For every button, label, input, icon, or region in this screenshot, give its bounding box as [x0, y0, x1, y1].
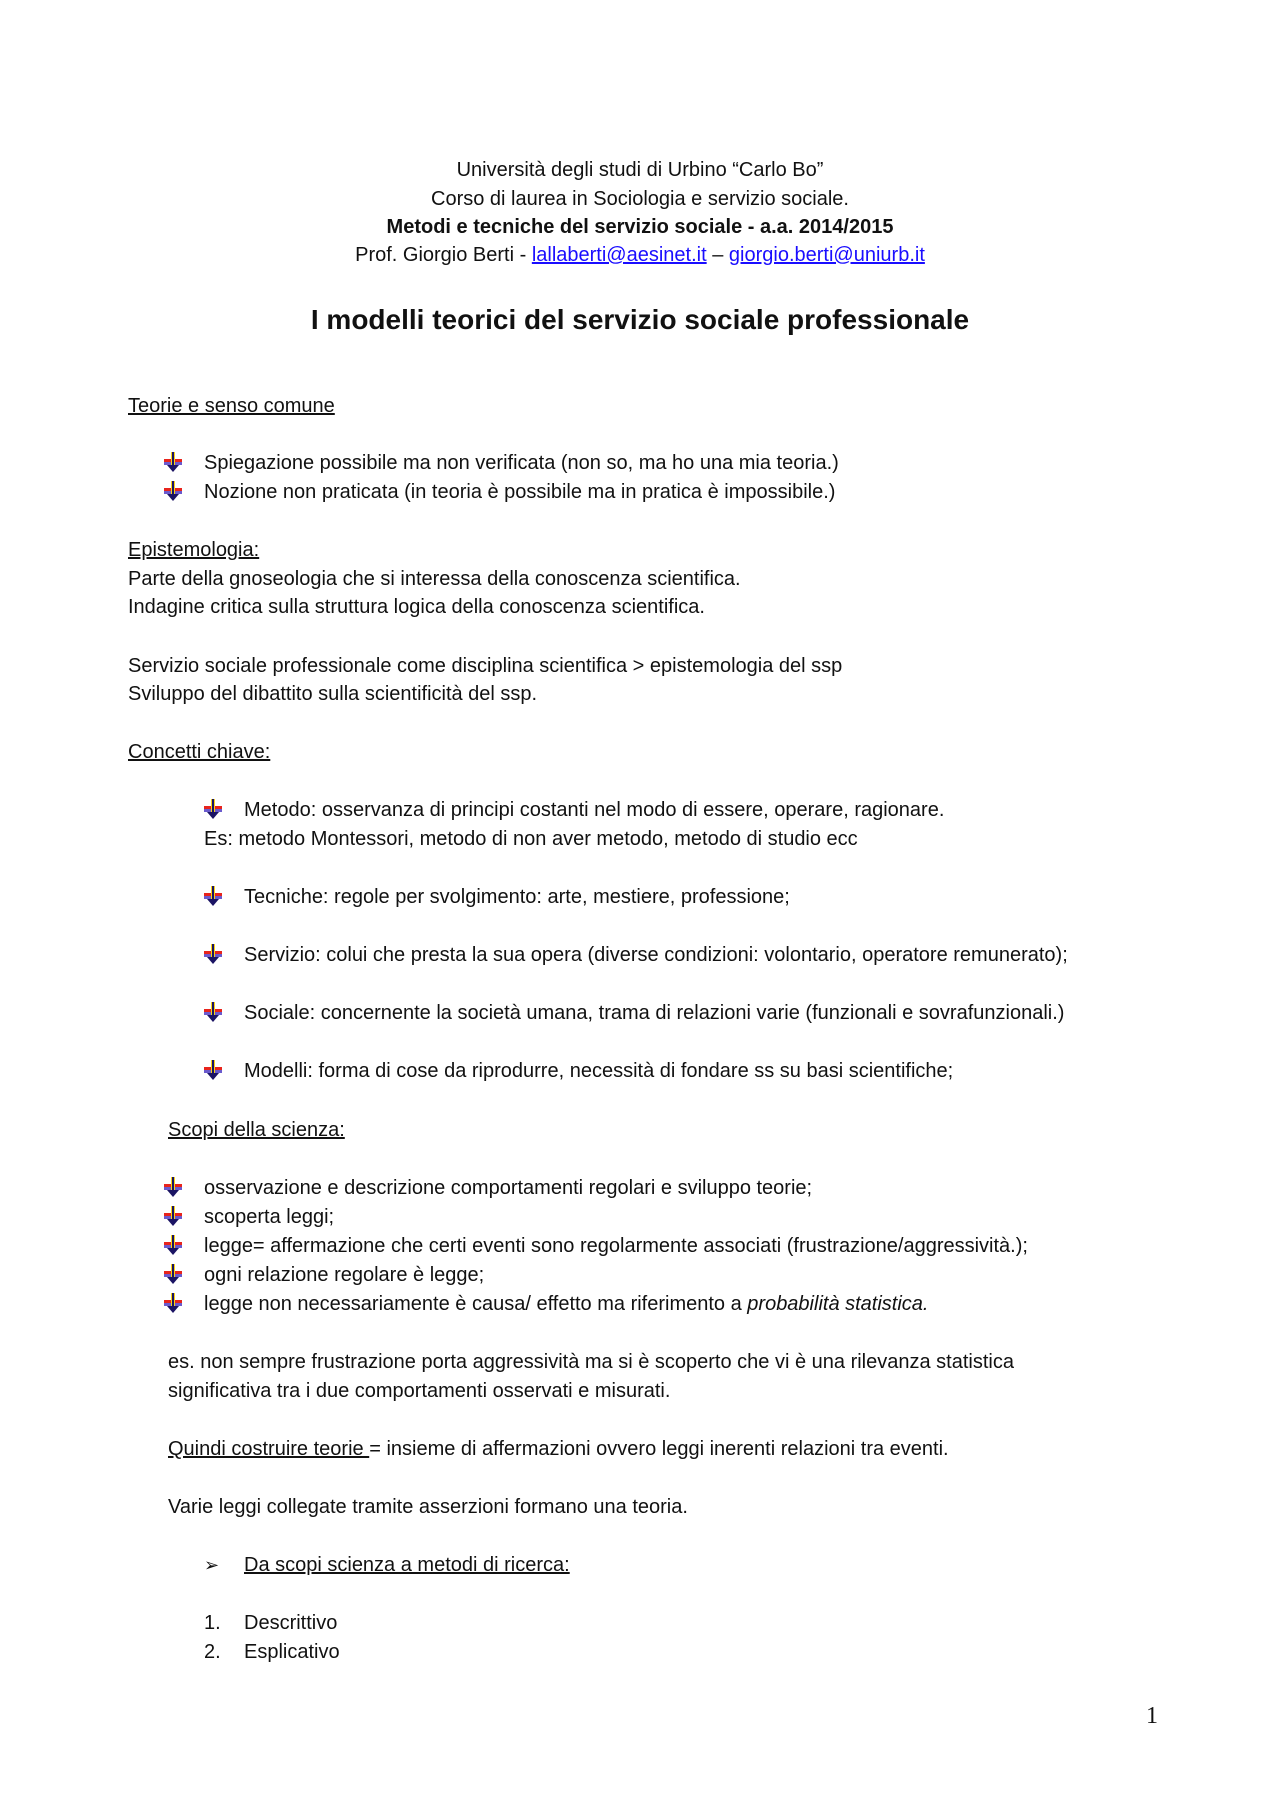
paragraph-line: Quindi costruire teorie = insieme di affermazioni ovvero leggi inerenti relazioni tra eventi.: [168, 1438, 949, 1460]
section-heading-concetti: Concetti chiave:: [128, 741, 271, 763]
plus-arrow-bullet-icon: [164, 1293, 182, 1313]
plus-arrow-bullet-icon: [204, 1002, 222, 1022]
plus-arrow-bullet-icon: [164, 1177, 182, 1197]
subject-name: Metodi e tecniche del servizio sociale - a.a. 2014/2015: [386, 216, 894, 238]
plus-arrow-bullet-icon: [204, 944, 222, 964]
paragraph-line: significativa tra i due comportamenti osservati e misurati.: [168, 1380, 671, 1402]
list-item: Nozione non praticata (in teoria è possibile ma in pratica è impossibile.): [164, 478, 835, 506]
plus-arrow-bullet-icon: [164, 1235, 182, 1255]
list-item: Servizio: colui che presta la sua opera (diverse condizioni: volontario, operatore remunerato);: [204, 941, 1068, 969]
page-title: I modelli teorici del servizio sociale professionale: [310, 304, 970, 335]
paragraph-line: Varie leggi collegate tramite asserzioni formano una teoria.: [168, 1496, 688, 1518]
page-number: 1: [1146, 1703, 1158, 1729]
list-item: osservazione e descrizione comportamenti regolari e sviluppo teorie;: [164, 1174, 812, 1202]
list-item: legge non necessariamente è causa/ effetto ma riferimento a probabilità statistica.: [164, 1290, 928, 1318]
plus-arrow-bullet-icon: [204, 799, 222, 819]
numbered-item: 2. Esplicativo: [204, 1641, 340, 1663]
plus-arrow-bullet-icon: [164, 1264, 182, 1284]
email-link-1[interactable]: lallaberti@aesinet.it: [531, 244, 707, 266]
professor-name: Prof. Giorgio Berti -: [355, 244, 532, 266]
email-separator: –: [706, 244, 729, 266]
plus-arrow-bullet-icon: [164, 452, 182, 472]
paragraph-line: es. non sempre frustrazione porta aggressività ma si è scoperto che vi è una rilevanza statistica: [168, 1351, 1014, 1373]
section-heading-teorie: Teorie e senso comune: [128, 395, 335, 417]
paragraph-line: Sviluppo del dibattito sulla scientificità del ssp.: [128, 683, 538, 705]
plus-arrow-bullet-icon: [204, 886, 222, 906]
italic-term: probabilità statistica.: [747, 1293, 929, 1315]
list-item: Tecniche: regole per svolgimento: arte, mestiere, professione;: [204, 883, 790, 911]
paragraph-line: Parte della gnoseologia che si interessa della conoscenza scientifica.: [128, 568, 741, 590]
university-name: Università degli studi di Urbino “Carlo Bo”: [456, 159, 824, 181]
numbered-item: 1. Descrittivo: [204, 1612, 338, 1634]
list-item: ogni relazione regolare è legge;: [164, 1261, 484, 1289]
arrow-bullet-icon: ➢: [204, 1555, 220, 1575]
course-name: Corso di laurea in Sociologia e servizio sociale.: [431, 188, 849, 210]
list-item: Metodo: osservanza di principi costanti nel modo di essere, operare, ragionare.: [204, 796, 944, 824]
professor-line: [0, 241, 1280, 269]
arrow-list-item: [204, 1551, 570, 1579]
plus-arrow-bullet-icon: [164, 1206, 182, 1226]
list-item: Modelli: forma di cose da riprodurre, necessità di fondare ss su basi scientifiche;: [204, 1057, 953, 1085]
plus-arrow-bullet-icon: [164, 481, 182, 501]
list-item: Spiegazione possibile ma non verificata (non so, ma ho una mia teoria.): [164, 449, 839, 477]
section-heading-metodi: Da scopi scienza a metodi di ricerca:: [244, 1554, 570, 1576]
paragraph-line: Servizio sociale professionale come disciplina scientifica > epistemologia del ssp: [128, 655, 843, 677]
example-line: Es: metodo Montessori, metodo di non aver metodo, metodo di studio ecc: [204, 828, 858, 850]
list-item: Sociale: concernente la società umana, trama di relazioni varie (funzionali e sovrafunzionali.): [204, 999, 1064, 1027]
section-heading-epistemologia: Epistemologia:: [128, 539, 260, 561]
underlined-phrase: Quindi costruire teorie: [168, 1438, 370, 1460]
email-link-2[interactable]: giorgio.berti@uniurb.it: [728, 244, 925, 266]
paragraph-line: Indagine critica sulla struttura logica della conoscenza scientifica.: [128, 596, 705, 618]
plus-arrow-bullet-icon: [204, 1060, 222, 1080]
list-item: legge= affermazione che certi eventi sono regolarmente associati (frustrazione/aggressività.);: [164, 1232, 1028, 1260]
list-item: scoperta leggi;: [164, 1203, 334, 1231]
section-heading-scopi: Scopi della scienza:: [168, 1119, 345, 1141]
